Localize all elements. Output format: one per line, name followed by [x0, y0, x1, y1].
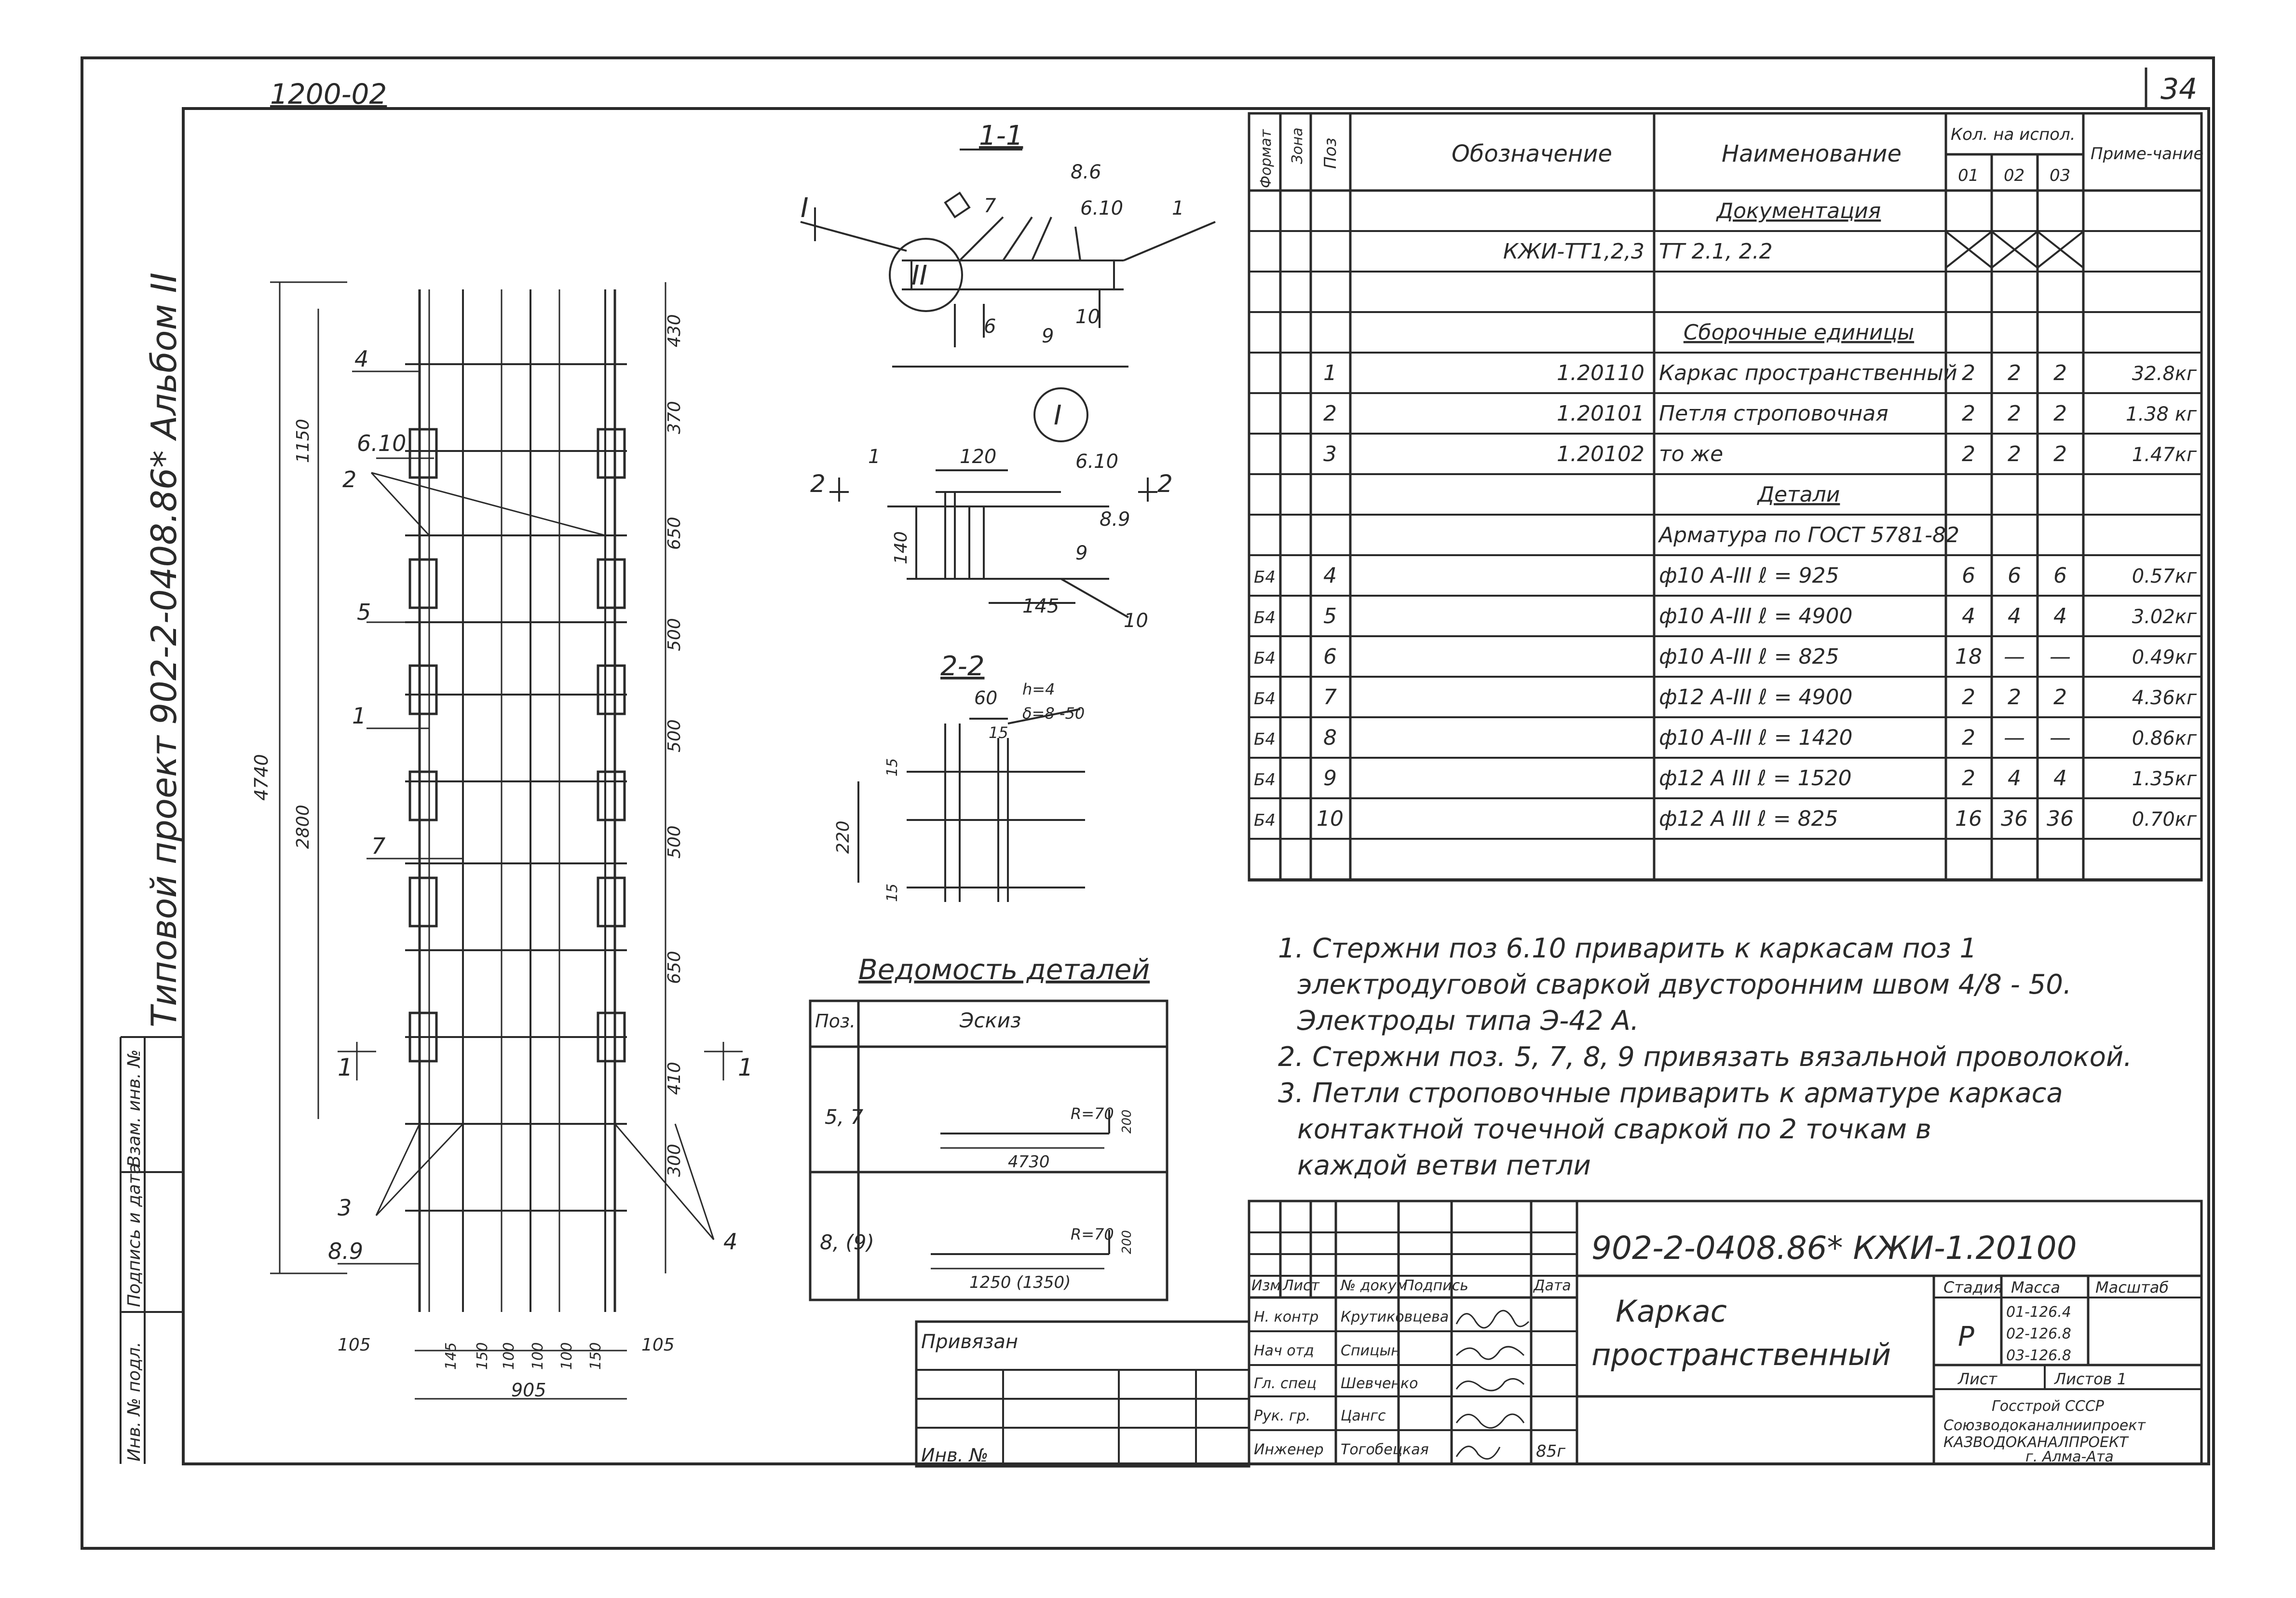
- spec-cell-fmt: Б4: [1254, 608, 1276, 628]
- svg-text:Поз.: Поз.: [815, 1011, 856, 1032]
- spec-cell-q1: 2: [1962, 361, 1975, 386]
- svg-text:Эскиз: Эскиз: [960, 1009, 1021, 1032]
- spec-cell-note: 32.8кг: [2132, 363, 2197, 385]
- spec-cell-note: 3.02кг: [2132, 606, 2197, 628]
- spec-cell-q2: 2: [2008, 442, 2021, 467]
- spec-cell-q3: 2: [2053, 442, 2067, 467]
- inv-label: Инв. №: [921, 1445, 989, 1466]
- notes: [1278, 933, 2132, 1181]
- svg-text:01: 01: [1958, 166, 1979, 185]
- spec-cell-name: ф12 А III ℓ = 825: [1659, 806, 1838, 832]
- detail-row-1-pos: 5, 7: [825, 1105, 864, 1129]
- svg-text:9: 9: [1075, 542, 1088, 564]
- spec-cell-pos: 8: [1323, 725, 1337, 751]
- svg-text:Приме-чание: Приме-чание: [2091, 144, 2204, 164]
- binding-strip: [121, 1037, 183, 1464]
- svg-text:Дата: Дата: [1534, 1277, 1571, 1294]
- sheet-number: 34: [2160, 72, 2198, 106]
- spec-cell-q3: 36: [2047, 806, 2074, 832]
- section-1-1: [801, 150, 1215, 367]
- svg-text:R=70: R=70: [1071, 1225, 1114, 1243]
- svg-text:Гл. спец: Гл. спец: [1254, 1375, 1317, 1392]
- spec-cell-note: 1.38 кг: [2126, 403, 2197, 426]
- svg-text:Масштаб: Масштаб: [2095, 1278, 2169, 1297]
- note-line-1: 1. Стержни поз 6.10 приварить к каркасам поз 1: [1278, 933, 1977, 964]
- svg-text:Формат: Формат: [1258, 129, 1275, 188]
- svg-text:60: 60: [974, 687, 998, 709]
- svg-text:4730: 4730: [1008, 1152, 1050, 1172]
- frame-pos-3: 3: [338, 1195, 352, 1221]
- note-line-4: 2. Стержни поз. 5, 7, 8, 9 привязать вязальной проволокой.: [1278, 1041, 2133, 1073]
- svg-text:500: 500: [665, 618, 684, 651]
- svg-text:2: 2: [1157, 470, 1173, 498]
- frame-pos-7: 7: [371, 833, 386, 859]
- spec-cell-name: ф10 А-III ℓ = 925: [1659, 563, 1839, 588]
- details-list-labels: [815, 1009, 1134, 1292]
- section-1-1-title: 1-1: [979, 120, 1023, 151]
- spec-cell-name: ТТ 2.1, 2.2: [1659, 239, 1773, 264]
- spec-cell-q2: 2: [2008, 361, 2021, 386]
- frame-pos-8-9: 8.9: [328, 1238, 364, 1264]
- spec-cell-q3: —: [2050, 725, 2071, 751]
- spec-cell-fmt: Б4: [1254, 811, 1276, 831]
- spec-cell-fmt: Б4: [1254, 730, 1276, 750]
- frame-pos-6-10: 6.10: [357, 430, 407, 456]
- section-mark-left: 1: [338, 1053, 353, 1081]
- svg-text:02-126.8: 02-126.8: [2006, 1325, 2071, 1342]
- doc-code: 902-2-0408.86* КЖИ-1.20100: [1591, 1229, 2077, 1267]
- svg-text:Лист: Лист: [1283, 1277, 1320, 1294]
- svg-text:δ=8 -50: δ=8 -50: [1022, 704, 1085, 723]
- detail-I: [829, 388, 1157, 617]
- spec-cell-name: ф10 А-III ℓ = 1420: [1659, 725, 1853, 751]
- spec-cell-note: 1.47кг: [2132, 444, 2197, 466]
- svg-text:85г: 85г: [1536, 1442, 1566, 1461]
- album-title: Типовой проект 902-2-0408.86* Альбом II: [144, 272, 184, 1027]
- svg-text:Масса: Масса: [2011, 1278, 2061, 1297]
- note-line-6: контактной точечной сваркой по 2 точкам в: [1297, 1114, 1931, 1145]
- details-list-title: Ведомость деталей: [858, 953, 1150, 986]
- spec-cell-name: Документация: [1716, 199, 1881, 224]
- svg-text:Кол. на испол.: Кол. на испол.: [1951, 125, 2076, 144]
- spec-cell-q1: 18: [1955, 644, 1982, 669]
- svg-text:100: 100: [530, 1342, 546, 1370]
- svg-text:Н. контр: Н. контр: [1254, 1309, 1319, 1325]
- spec-cell-note: 0.49кг: [2132, 646, 2197, 669]
- section-2-2: [858, 709, 1085, 902]
- spec-cell-q1: 2: [1962, 725, 1975, 751]
- spec-cell-name: ф12 А III ℓ = 1520: [1659, 766, 1852, 791]
- spec-cell-pos: 1: [1323, 361, 1337, 386]
- svg-text:Шевченко: Шевченко: [1341, 1375, 1418, 1392]
- privyazan-label: Привязан: [921, 1331, 1019, 1353]
- svg-text:300: 300: [665, 1144, 684, 1177]
- spec-cell-pos: 4: [1323, 563, 1337, 588]
- spec-cell-q1: 16: [1955, 806, 1982, 832]
- spec-cell-note: 0.86кг: [2132, 727, 2197, 750]
- spec-cell-q1: 6: [1962, 563, 1975, 588]
- svg-text:Наименование: Наименование: [1722, 140, 1902, 167]
- spec-cell-pos: 2: [1323, 401, 1337, 426]
- spec-cell-q2: —: [2004, 644, 2025, 669]
- svg-text:01-126.4: 01-126.4: [2006, 1304, 2071, 1321]
- svg-text:03: 03: [2050, 166, 2071, 185]
- spec-cell-note: 1.35кг: [2132, 768, 2197, 791]
- side-label-inv: Инв. № подл.: [124, 1341, 144, 1461]
- spec-cell-pos: 5: [1323, 604, 1337, 629]
- svg-text:Изм: Изм: [1251, 1277, 1281, 1294]
- svg-text:200: 200: [1120, 1109, 1134, 1134]
- svg-text:500: 500: [665, 719, 684, 752]
- side-label-sign: Подпись и дата: [124, 1163, 144, 1307]
- spec-cell-name: Каркас пространственный: [1659, 361, 1957, 386]
- svg-text:Крутиковцева: Крутиковцева: [1341, 1309, 1449, 1325]
- svg-text:6.10: 6.10: [1075, 451, 1119, 473]
- svg-text:Обозначение: Обозначение: [1452, 140, 1613, 167]
- spec-cell-name: ф10 А-III ℓ = 825: [1659, 644, 1839, 669]
- svg-text:Р: Р: [1958, 1321, 1974, 1352]
- spec-cell-q2: 36: [2001, 806, 2028, 832]
- note-line-5: 3. Петли строповочные приварить к арматуре каркаса: [1278, 1078, 2063, 1109]
- svg-text:145: 145: [443, 1342, 460, 1370]
- svg-text:15: 15: [884, 758, 901, 777]
- spec-cell-q1: 2: [1962, 401, 1975, 426]
- svg-text:Спицын: Спицын: [1341, 1342, 1400, 1359]
- spec-cell-name: Петля строповочная: [1659, 401, 1888, 426]
- spec-cell-note: 0.57кг: [2132, 565, 2197, 588]
- spec-cell-note: 0.70кг: [2132, 808, 2197, 831]
- svg-text:Инженер: Инженер: [1254, 1441, 1324, 1458]
- svg-text:8.6: 8.6: [1071, 161, 1101, 183]
- svg-text:150: 150: [474, 1342, 491, 1370]
- svg-text:1: 1: [868, 446, 881, 468]
- svg-text:500: 500: [665, 825, 684, 859]
- spec-cell-pos: 7: [1323, 685, 1337, 710]
- spec-cell-q2: 6: [2008, 563, 2021, 588]
- spec-cell-q1: 2: [1962, 685, 1975, 710]
- svg-text:Рук. гр.: Рук. гр.: [1254, 1407, 1311, 1424]
- spec-cell-q2: 4: [2008, 604, 2021, 629]
- svg-text:15: 15: [884, 883, 901, 902]
- svg-text:100: 100: [501, 1342, 517, 1370]
- side-label-vzam: Взам. инв. №: [124, 1049, 144, 1167]
- svg-text:650: 650: [665, 951, 684, 984]
- note-line-3: Электроды типа Э-42 А.: [1297, 1005, 1639, 1037]
- title-line-2: пространственный: [1591, 1337, 1891, 1372]
- svg-text:Листов 1: Листов 1: [2054, 1370, 2127, 1388]
- frame-pos-4-top: 4: [354, 346, 369, 372]
- spec-cell-fmt: Б4: [1254, 689, 1276, 709]
- svg-text:140: 140: [891, 531, 911, 564]
- svg-text:8.9: 8.9: [1100, 508, 1130, 531]
- svg-text:1250 (1350): 1250 (1350): [969, 1273, 1071, 1292]
- svg-text:7: 7: [984, 195, 996, 217]
- detail-I-labels: [810, 400, 1173, 632]
- spec-cell-q2: 2: [2008, 685, 2021, 710]
- svg-text:Поз: Поз: [1321, 137, 1340, 169]
- detail-row-2-pos: 8, (9): [820, 1230, 874, 1254]
- spec-cell-fmt: Б4: [1254, 568, 1276, 587]
- svg-text:03-126.8: 03-126.8: [2006, 1347, 2071, 1364]
- svg-text:220: 220: [833, 820, 853, 854]
- svg-text:Зона: Зона: [1289, 127, 1306, 164]
- spec-cell-pos: 9: [1323, 766, 1337, 791]
- overall-dim-1150: 1150: [293, 419, 313, 463]
- detail-I-title: I: [1054, 400, 1062, 431]
- spec-cell-name: ф10 А-III ℓ = 4900: [1659, 604, 1853, 629]
- spec-cell-des: КЖИ-ТТ1,2,3: [1503, 239, 1644, 264]
- svg-text:I: I: [801, 192, 809, 224]
- spec-cell-pos: 6: [1323, 644, 1337, 669]
- svg-text:Нач отд: Нач отд: [1254, 1342, 1314, 1359]
- spec-cell-q2: 2: [2008, 401, 2021, 426]
- spec-cell-note: 4.36кг: [2132, 687, 2197, 710]
- frame-pos-4-bottom: 4: [723, 1229, 738, 1255]
- frame-pos-1: 1: [352, 703, 367, 729]
- spec-cell-q3: 4: [2053, 766, 2067, 791]
- spec-cell-q3: 2: [2053, 401, 2067, 426]
- spec-cell-fmt: Б4: [1254, 649, 1276, 669]
- spec-table-grid: [1249, 113, 2204, 880]
- spec-cell-q1: 2: [1962, 766, 1975, 791]
- svg-text:02: 02: [2004, 166, 2025, 185]
- spec-cell-des: 1.20101: [1557, 401, 1644, 426]
- svg-text:145: 145: [1022, 595, 1060, 617]
- spec-cell-q3: 2: [2053, 685, 2067, 710]
- svg-text:Союзводоканалниипроект: Союзводоканалниипроект: [1943, 1417, 2146, 1434]
- svg-text:Тогобецкая: Тогобецкая: [1341, 1441, 1429, 1458]
- note-line-7: каждой ветви петли: [1297, 1150, 1591, 1181]
- overall-dim-4740: 4740: [251, 754, 272, 801]
- spec-cell-fmt: Б4: [1254, 770, 1276, 790]
- svg-text:h=4: h=4: [1022, 680, 1055, 698]
- svg-text:105: 105: [338, 1335, 371, 1355]
- spec-cell-name: Арматура по ГОСТ 5781-82: [1659, 523, 1959, 548]
- svg-text:6: 6: [984, 315, 996, 338]
- overall-dim-2800: 2800: [293, 805, 313, 849]
- spec-cell-q3: 6: [2053, 563, 2067, 588]
- note-line-2: электродуговой сваркой двусторонним швом 4/8 - 50.: [1297, 969, 2072, 1000]
- svg-text:6.10: 6.10: [1080, 197, 1124, 219]
- svg-text:Стадия: Стадия: [1943, 1278, 2003, 1297]
- svg-text:Госстрой СССР: Госстрой СССР: [1992, 1398, 2104, 1415]
- svg-text:370: 370: [665, 401, 684, 434]
- title-line-1: Каркас: [1616, 1294, 1727, 1329]
- corner-code: 1200-02: [270, 78, 387, 110]
- details-list-table: [810, 1001, 1167, 1300]
- svg-text:15: 15: [989, 724, 1008, 742]
- spec-cell-pos: 3: [1323, 442, 1337, 467]
- section-mark-right: 1: [738, 1053, 753, 1081]
- svg-text:Подпись: Подпись: [1403, 1277, 1468, 1294]
- spec-cell-q3: —: [2050, 644, 2071, 669]
- svg-text:г. Алма-Ата: г. Алма-Ата: [2025, 1448, 2114, 1465]
- spec-cell-pos: 10: [1317, 806, 1344, 832]
- spec-cell-q3: 2: [2053, 361, 2067, 386]
- spec-cell-name: то же: [1659, 442, 1724, 467]
- spec-cell-name: ф12 А-III ℓ = 4900: [1659, 685, 1853, 710]
- svg-text:9: 9: [1042, 325, 1054, 347]
- svg-text:КАЗВОДОКАНАЛПРОЕКТ: КАЗВОДОКАНАЛПРОЕКТ: [1943, 1434, 2128, 1451]
- spec-cell-q1: 4: [1962, 604, 1975, 629]
- svg-text:2: 2: [810, 470, 826, 498]
- section-1-1-labels: [801, 120, 1184, 347]
- spec-cell-des: 1.20110: [1557, 361, 1644, 386]
- svg-text:650: 650: [665, 517, 684, 550]
- frame-pos-5: 5: [357, 599, 371, 625]
- svg-text:Цангс: Цангс: [1341, 1407, 1386, 1424]
- outer-border: [82, 58, 2214, 1548]
- svg-text:200: 200: [1120, 1230, 1134, 1254]
- spec-cell-q3: 4: [2053, 604, 2067, 629]
- svg-text:150: 150: [587, 1342, 604, 1370]
- svg-text:№ докум: № докум: [1341, 1277, 1408, 1294]
- spec-cell-q1: 2: [1962, 442, 1975, 467]
- spec-cell-name: Сборочные единицы: [1683, 320, 1915, 345]
- frame-pos-2: 2: [342, 466, 357, 492]
- svg-text:10: 10: [1124, 610, 1148, 632]
- svg-text:R=70: R=70: [1071, 1105, 1114, 1123]
- svg-text:Лист: Лист: [1958, 1370, 1997, 1388]
- svg-text:10: 10: [1075, 306, 1100, 328]
- section-2-2-title: 2-2: [940, 651, 985, 682]
- spec-cell-q2: 4: [2008, 766, 2021, 791]
- svg-text:410: 410: [665, 1062, 684, 1095]
- svg-text:430: 430: [665, 314, 684, 347]
- total-width: 905: [511, 1379, 546, 1401]
- spec-table-header: [1258, 125, 2203, 188]
- svg-text:100: 100: [558, 1342, 575, 1370]
- svg-text:105: 105: [641, 1335, 675, 1355]
- svg-text:1: 1: [1172, 197, 1184, 219]
- spec-cell-name: Детали: [1757, 482, 1840, 507]
- spec-cell-q2: —: [2004, 725, 2025, 751]
- spec-cell-des: 1.20102: [1557, 442, 1644, 467]
- svg-text:II: II: [911, 260, 928, 291]
- svg-text:120: 120: [960, 446, 997, 468]
